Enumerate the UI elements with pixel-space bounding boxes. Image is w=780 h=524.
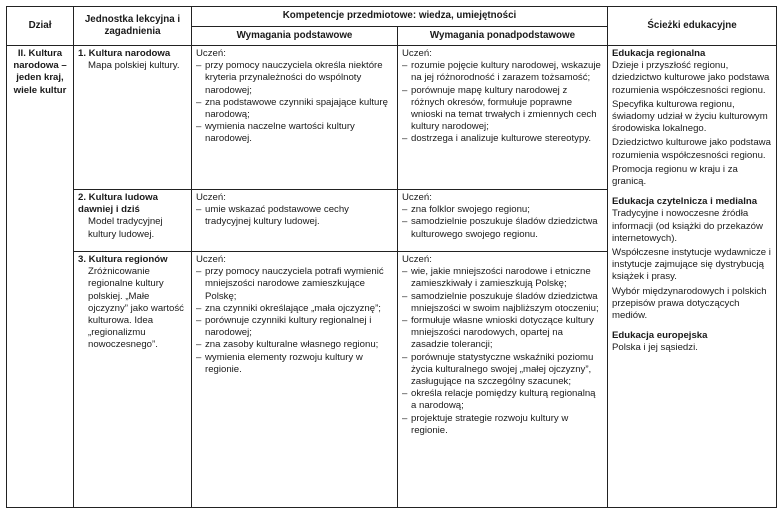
- path-block: [612, 196, 772, 322]
- list-item: – rozumie pojęcie kultury narodowej, wskazuje na jej różnorodność i zarazem tożsamość;: [402, 60, 603, 84]
- path-paragraph: Tradycyjne i nowoczesne źródła informacji (od książki do przekazów internetowych).: [612, 208, 763, 244]
- list-item: – wie, jakie mniejszości narodowe i etniczne zamieszkiwały i zamieszkują Polskę;: [402, 266, 603, 290]
- paths-cell: [608, 46, 777, 508]
- dzial-cell: II. Kultura narodowa – jeden kraj, wiele kultur: [7, 46, 74, 508]
- path-paragraph: Dzieje i przyszłość regionu, dziedzictwo kulturowe jako podstawa rozumienia współczesności regionu.: [612, 60, 770, 96]
- header-kompetencje: Kompetencje przedmiotowe: wiedza, umiejętności: [192, 7, 608, 27]
- list-item: – formułuje własne wnioski dotyczące kultury mniejszości narodowych, opartej na zasadzie tolerancji;: [402, 315, 603, 352]
- curriculum-table: [6, 6, 777, 508]
- basic-cell: [192, 190, 398, 252]
- path-paragraph: Współczesne instytucje wydawnicze i instytucje zajmujące się dystrybucją książek i prasy.: [612, 247, 771, 283]
- basic-label: Uczeń:: [196, 48, 226, 59]
- header-sciezki: Ścieżki edukacyjne: [608, 7, 777, 46]
- topic-title: 2. Kultura ludowa dawniej i dziś: [78, 192, 158, 216]
- adv-cell: [398, 46, 608, 190]
- list-item: – umie wskazać podstawowe cechy tradycyjnej kultury ludowej.: [196, 204, 393, 228]
- basic-cell: [192, 252, 398, 508]
- topic-cell: [74, 46, 192, 190]
- list-item: – samodzielnie poszukuje śladów dziedzictwa mniejszości w swoim najbliższym otoczeniu;: [402, 291, 603, 315]
- topic-title: 1. Kultura narodowa: [78, 48, 171, 59]
- basic-list: [196, 204, 393, 228]
- list-item: – samodzielnie poszukuje śladów dziedzictwa kulturowego swojego regionu.: [402, 216, 603, 240]
- list-item: – wymienia elementy rozwoju kultury w regionie.: [196, 352, 393, 376]
- adv-cell: [398, 252, 608, 508]
- header-jednostka: Jednostka lekcyjna i zagadnienia: [74, 7, 192, 46]
- list-item: – dostrzega i analizuje kulturowe stereotypy.: [402, 133, 603, 145]
- adv-label: Uczeń:: [402, 192, 432, 203]
- header-podstawowe: Wymagania podstawowe: [192, 27, 398, 46]
- header-ponadpodstawowe: Wymagania ponadpodstawowe: [398, 27, 608, 46]
- topic-cell: [74, 252, 192, 508]
- path-paragraph: Wybór międzynarodowych i polskich przepisów prawa dotyczących mediów.: [612, 285, 767, 322]
- topic-desc: Mapa polskiej kultury.: [88, 60, 180, 72]
- path-paragraph: Specyfika kulturowa regionu, świadomy udział w życiu kulturowym środowiska lokalnego.: [612, 98, 768, 135]
- path-paragraph: Dziedzictwo kulturowe jako podstawa rozumienia współczesności regionu.: [612, 137, 771, 161]
- basic-cell: [192, 46, 398, 190]
- basic-list: [196, 60, 393, 145]
- path-title: Edukacja europejska: [612, 330, 708, 342]
- list-item: – projektuje strategie rozwoju kultury w regionie.: [402, 413, 603, 437]
- list-item: – wymienia naczelne wartości kultury narodowej.: [196, 121, 393, 145]
- adv-list: [402, 60, 603, 145]
- adv-label: Uczeń:: [402, 254, 432, 265]
- list-item: – zna czynniki określające „mała ojczyznę”;: [196, 303, 393, 315]
- topic-desc: Zróżnicowanie regionalne kultury polskiej. „Małe ojczyzny” jako wartość kulturowa. Idea „regionalizmu nowoczesnego”.: [88, 266, 184, 351]
- basic-label: Uczeń:: [196, 192, 226, 203]
- path-paragraph: Promocja regionu w kraju i za granicą.: [612, 163, 738, 188]
- adv-list: [402, 266, 603, 437]
- list-item: – zna podstawowe czynniki spajające kulturę narodową;: [196, 97, 393, 121]
- topic-desc: Model tradycyjnej kultury ludowej.: [88, 216, 163, 240]
- adv-list: [402, 204, 603, 241]
- topic-title: 3. Kultura regionów: [78, 254, 168, 265]
- path-title: Edukacja regionalna: [612, 48, 706, 59]
- list-item: – zna folklor swojego regionu;: [402, 204, 603, 216]
- adv-label: Uczeń:: [402, 48, 432, 59]
- list-item: – przy pomocy nauczyciela określa niektóre kryteria przynależności do wspólnoty narodowej;: [196, 60, 393, 97]
- list-item: – porównuje statystyczne wskaźniki poziomu życia kulturalnego swojej „małej ojczyzny”, zasługujące na szczególny szacunek;: [402, 352, 603, 389]
- path-block: [612, 48, 772, 188]
- basic-list: [196, 266, 393, 376]
- table-row: [7, 46, 777, 190]
- adv-cell: [398, 190, 608, 252]
- header-dzial: Dział: [7, 7, 74, 46]
- list-item: – przy pomocy nauczyciela potrafi wymienić mniejszości narodowe zamieszkujące Polskę;: [196, 266, 393, 303]
- list-item: – porównuje czynniki kultury regionalnej i narodowej;: [196, 315, 393, 339]
- list-item: – porównuje mapę kultury narodowej z różnych okresów, formułuje poprawne wnioski na temat trwałych i zmiennych cech kultury narodowej;: [402, 85, 603, 134]
- header-row: [7, 7, 777, 27]
- topic-cell: [74, 190, 192, 252]
- path-block: [612, 330, 772, 354]
- list-item: – określa relacje pomiędzy kulturą regionalną a narodową;: [402, 388, 603, 412]
- path-title: Edukacja czytelnicza i medialna: [612, 196, 758, 208]
- list-item: – zna zasoby kulturalne własnego regionu;: [196, 339, 393, 351]
- basic-label: Uczeń:: [196, 254, 226, 265]
- path-paragraph: Polska i jej sąsiedzi.: [612, 342, 698, 354]
